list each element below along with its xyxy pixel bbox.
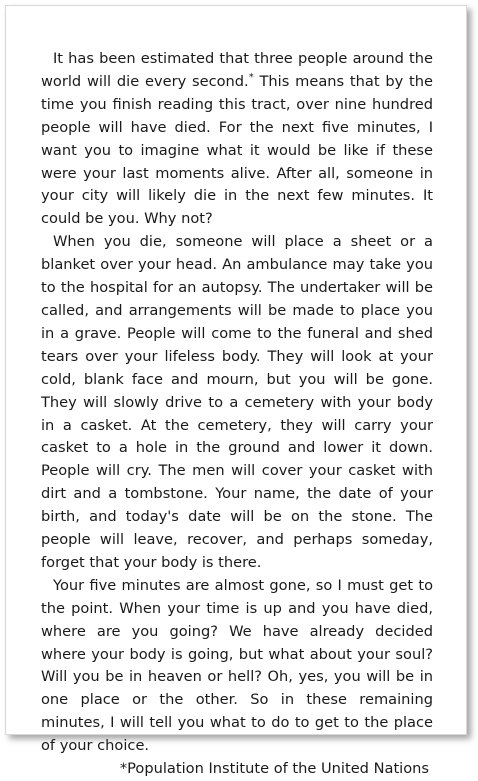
paragraph-2: When you die, someone will place a sheet or a blanket over your head. An ambulance may take you to the hospital for an autopsy. The undertaker will be called, and arrangements will be made to place you in a grave. People will come to the funeral and shed tears over your lifeless body. They will look at your cold, blank face and mourn, but you will be gone. They will slowly drive to a cemetery with your body in a casket. At the cemetery, they will carry your casket to a hole in the ground and lower it down. People will cry. The men will cover your casket with dirt and a tombstone. Your name, the date of your birth, and today's date will be on the stone. The people will leave, recover, and perhaps someday, forget that your body is there. [41, 233, 433, 571]
tract-page [5, 5, 467, 778]
paragraph-1-text-start: It has been estimated that three people around the world will die every second. [41, 50, 433, 90]
paragraph-1-text-end: This means that by the time you finish reading this tract, over nine hundred people will have died. For the next five minutes, I want you to imagine what it would be like if these were your last moments alive. After all, someone in your city will likely die in the next few minutes. It could be you. Why not? [41, 72, 433, 228]
paragraph-3: Your five minutes are almost gone, so I must get to the point. When your time is up and you have died, where are you going? We have already decided where your body is going, but what about your soul? Will you be in heaven or hell? Oh, yes, you will be in one place or the other. So in these remaining minutes, I will tell you what to do to get to the place of your choice. [41, 576, 433, 755]
tract-body [41, 48, 433, 781]
paragraph-1 [41, 48, 433, 231]
footnote-marker: * [248, 72, 254, 84]
footnote-source: *Population Institute of the United Nations [119, 760, 429, 778]
